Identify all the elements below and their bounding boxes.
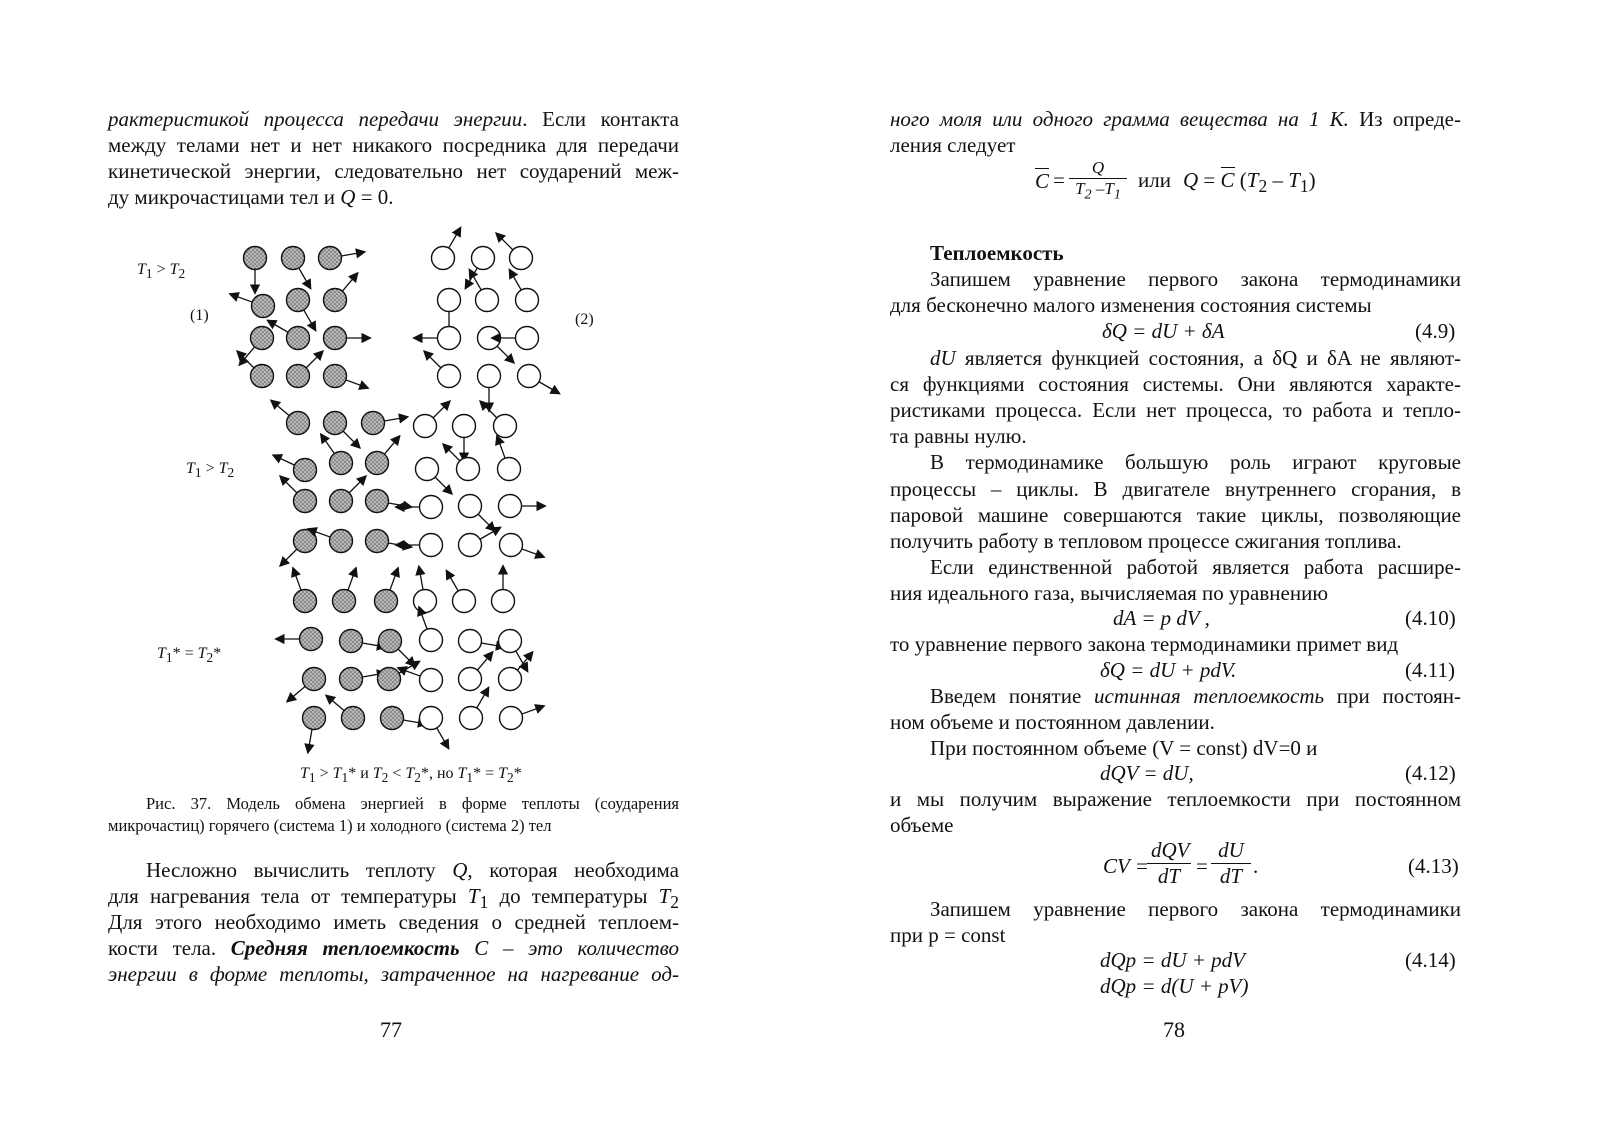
- velocity-arrow: [293, 568, 301, 591]
- cold-particle: [460, 707, 483, 730]
- figure-caption-line: микрочастиц) горячего (система 1) и холодного (система 2) тел: [108, 816, 552, 835]
- label-t1-gt-t2-second: $T_1 > T_2$: [186, 460, 235, 481]
- velocity-arrow: [349, 476, 366, 493]
- velocity-arrow: [480, 527, 501, 539]
- velocity-arrow: [478, 514, 495, 531]
- velocity-arrow: [497, 436, 505, 459]
- velocity-arrow: [280, 476, 297, 493]
- text-line: dU является функцией состояния, а δQ и δA не являют-: [930, 346, 1461, 370]
- text-line: ристиками процесса. Если нет процесса, то работа и тепло-: [890, 398, 1461, 422]
- velocity-arrow: [341, 252, 365, 256]
- cold-particle: [499, 495, 522, 518]
- velocity-arrow: [308, 729, 312, 753]
- label-system-1: (1): [190, 307, 209, 324]
- hot-particle: [294, 459, 317, 482]
- text-line: то уравнение первого закона термодинамики примет вид: [890, 632, 1399, 656]
- text-line: Для этого необходимо иметь сведения о средней теплоем-: [108, 910, 679, 934]
- equation: δQ = dU + δA: [1102, 319, 1225, 343]
- cold-particle: [500, 534, 523, 557]
- cold-particle: [420, 707, 443, 730]
- hot-particle: [294, 530, 317, 553]
- cold-particle: [498, 458, 521, 481]
- cold-particle: [453, 590, 476, 613]
- page-number: 77: [380, 1017, 402, 1042]
- section-heading: Теплоемкость: [930, 241, 1064, 265]
- hot-particle: [362, 412, 385, 435]
- velocity-arrow: [497, 346, 514, 363]
- cold-particle: [414, 590, 437, 613]
- velocity-arrow: [419, 566, 423, 590]
- cold-particle: [420, 534, 443, 557]
- label-bottom-relation: $T_1 > T_1*$ и $T_2 < T_2*$, но $T_1* = T_2*$: [300, 765, 522, 786]
- velocity-arrow: [304, 310, 316, 331]
- velocity-arrow: [516, 651, 528, 672]
- text-line: для бесконечно малого изменения состояния системы: [890, 293, 1372, 317]
- hot-particle: [330, 530, 353, 553]
- velocity-arrow: [273, 455, 295, 465]
- particles-group: [230, 227, 560, 753]
- velocity-arrow: [348, 568, 356, 591]
- text-line: между телами нет и нет никакого посредника для передачи: [108, 133, 679, 157]
- velocity-arrow: [299, 268, 311, 289]
- hot-particle: [287, 289, 310, 312]
- cold-particle: [453, 415, 476, 438]
- cold-particle: [492, 590, 515, 613]
- text-line: получить работу в тепловом процессе сжигания топлива.: [890, 529, 1402, 553]
- text-line: объеме: [890, 813, 954, 837]
- text-line: Запишем уравнение первого закона термодинамики: [930, 267, 1461, 291]
- equation: dQp = dU + pdV: [1100, 948, 1246, 972]
- text-line: ся функциями состояния системы. Они являются характе-: [890, 372, 1461, 396]
- cold-particle: [414, 415, 437, 438]
- velocity-arrow: [522, 706, 545, 714]
- cold-particle: [500, 707, 523, 730]
- hot-particle: [251, 327, 274, 350]
- velocity-arrow: [449, 227, 461, 248]
- label-t1-gt-t2: $T_1 > T_2$: [137, 261, 186, 282]
- velocity-arrow: [446, 570, 458, 591]
- text-line: ления следует: [890, 133, 1016, 157]
- hot-particle: [366, 530, 389, 553]
- hot-particle: [381, 707, 404, 730]
- equation-number: (4.13): [1408, 854, 1459, 878]
- velocity-arrow: [346, 380, 369, 388]
- cold-particle: [516, 327, 539, 350]
- hot-particle: [330, 490, 353, 513]
- text-line: ния идеального газа, вычисляемая по уравнению: [890, 581, 1329, 605]
- equation-number: (4.9): [1415, 319, 1456, 343]
- text-line: для нагревания тела от температуры $T_1$ до температуры $T_2$: [108, 884, 679, 913]
- cold-particle: [420, 669, 443, 692]
- velocity-arrow: [287, 686, 305, 701]
- velocity-arrow: [390, 568, 398, 591]
- text-line: рактеристикой процесса передачи энергии. Если контакта: [108, 107, 679, 131]
- hot-particle: [319, 247, 342, 270]
- velocity-arrow: [435, 477, 452, 494]
- velocity-arrow: [321, 434, 335, 454]
- velocity-arrow: [437, 728, 449, 749]
- cold-particle: [459, 630, 482, 653]
- hot-particle: [324, 365, 347, 388]
- velocity-arrow: [509, 269, 521, 290]
- hot-particle: [287, 365, 310, 388]
- hot-particle: [379, 630, 402, 653]
- hot-particle: [303, 707, 326, 730]
- cold-particle: [438, 327, 461, 350]
- cold-particle: [494, 415, 517, 438]
- velocity-arrow: [496, 233, 513, 250]
- text-line: энергии в форме теплоты, затраченное на нагревание од-: [108, 962, 679, 986]
- velocity-arrow: [384, 417, 408, 421]
- velocity-arrow: [271, 400, 289, 415]
- cold-particle: [459, 668, 482, 691]
- equation: dA = p dV ,: [1113, 606, 1210, 630]
- text-line: ного моля или одного грамма вещества на 1 К. Из опреде-: [890, 107, 1461, 131]
- velocity-arrow: [326, 695, 344, 710]
- cold-particle: [459, 534, 482, 557]
- figure-caption-line: Рис. 37. Модель обмена энергией в форме теплоты (соударения: [146, 794, 679, 813]
- velocity-arrow: [465, 268, 477, 289]
- cold-particle: [510, 247, 533, 270]
- velocity-arrow: [522, 549, 545, 557]
- cold-particle: [472, 247, 495, 270]
- hot-particle: [340, 668, 363, 691]
- text-line: кинетической энергии, следовательно нет соударений меж-: [108, 159, 679, 183]
- cold-particle: [518, 365, 541, 388]
- text-line: ду микрочастицами тел и Q = 0.: [108, 185, 394, 209]
- cold-particle: [416, 458, 439, 481]
- text-line: В термодинамике большую роль играют круговые: [930, 450, 1461, 474]
- cold-particle: [438, 289, 461, 312]
- text-line: Запишем уравнение первого закона термодинамики: [930, 897, 1461, 921]
- velocity-arrow: [384, 436, 399, 454]
- cold-particle: [478, 365, 501, 388]
- equation: δQ = dU + pdV.: [1100, 658, 1237, 682]
- hot-particle: [342, 707, 365, 730]
- cold-particle: [420, 629, 443, 652]
- hot-particle: [287, 327, 310, 350]
- text-line: кости тела. Средняя теплоемкость C – это количество: [108, 936, 679, 960]
- velocity-arrow: [342, 273, 357, 291]
- page-number: 78: [1163, 1017, 1185, 1042]
- cold-particle: [432, 247, 455, 270]
- hot-particle: [300, 628, 323, 651]
- velocity-arrow: [433, 401, 450, 418]
- cold-particle: [516, 289, 539, 312]
- label-equal-temps: $T_1* = T_2*$: [157, 645, 222, 666]
- label-system-2: (2): [575, 311, 594, 328]
- velocity-arrow: [280, 549, 297, 566]
- hot-particle: [294, 490, 317, 513]
- velocity-arrow: [477, 652, 492, 670]
- hot-particle: [324, 289, 347, 312]
- text-line: процессы – циклы. В двигателе внутреннего сгорания, в: [890, 477, 1461, 501]
- text-line: Введем понятие истинная теплоемкость при постоян-: [930, 684, 1462, 708]
- equation-number: (4.11): [1405, 658, 1455, 682]
- cold-particle: [457, 458, 480, 481]
- cold-particle: [438, 365, 461, 388]
- hot-particle: [251, 365, 274, 388]
- hot-particle: [330, 452, 353, 475]
- hot-particle: [375, 590, 398, 613]
- equation: dQV = dU,: [1100, 761, 1194, 785]
- hot-particle: [324, 327, 347, 350]
- text-line: При постоянном объеме (V = const) dV=0 и: [930, 736, 1318, 760]
- equation-number: (4.10): [1405, 606, 1456, 630]
- hot-particle: [378, 668, 401, 691]
- hot-particle: [340, 630, 363, 653]
- cold-particle: [499, 630, 522, 653]
- cold-particle: [476, 289, 499, 312]
- text-line: та равны нулю.: [890, 424, 1027, 448]
- velocity-arrow: [477, 687, 489, 708]
- velocity-arrow: [306, 351, 323, 368]
- hot-particle: [303, 668, 326, 691]
- equation-number: (4.14): [1405, 948, 1456, 972]
- velocity-arrow: [443, 444, 460, 461]
- hot-particle: [324, 412, 347, 435]
- velocity-arrow: [343, 431, 360, 448]
- hot-particle: [333, 590, 356, 613]
- hot-particle: [366, 452, 389, 475]
- text-line: и мы получим выражение теплоемкости при постоянном: [890, 787, 1461, 811]
- text-line: ном объеме и постоянном давлении.: [890, 710, 1215, 734]
- energy-exchange-figure: [100, 225, 660, 765]
- hot-particle: [282, 247, 305, 270]
- velocity-arrow: [539, 382, 560, 394]
- velocity-arrow: [230, 294, 253, 302]
- text-line: паровой машине совершаются такие циклы, позволяющие: [890, 503, 1461, 527]
- text-line: Несложно вычислить теплоту Q, которая необходима: [146, 858, 680, 882]
- cold-particle: [420, 496, 443, 519]
- velocity-arrow: [424, 351, 441, 368]
- hot-particle: [294, 590, 317, 613]
- equation-number: (4.12): [1405, 761, 1456, 785]
- velocity-arrow: [398, 649, 415, 666]
- text-line: Если единственной работой является работа расшире-: [930, 555, 1461, 579]
- equation-4-13: CV = dQV dT = $\frac{dU}{dT}$ .: [1103, 838, 1259, 888]
- hot-particle: [366, 490, 389, 513]
- cold-particle: [499, 668, 522, 691]
- equation: dQp = d(U + pV): [1100, 974, 1249, 998]
- hot-particle: [244, 247, 267, 270]
- text-line: при p = const: [890, 923, 1006, 947]
- hot-particle: [252, 295, 275, 318]
- hot-particle: [287, 412, 310, 435]
- cold-particle: [459, 495, 482, 518]
